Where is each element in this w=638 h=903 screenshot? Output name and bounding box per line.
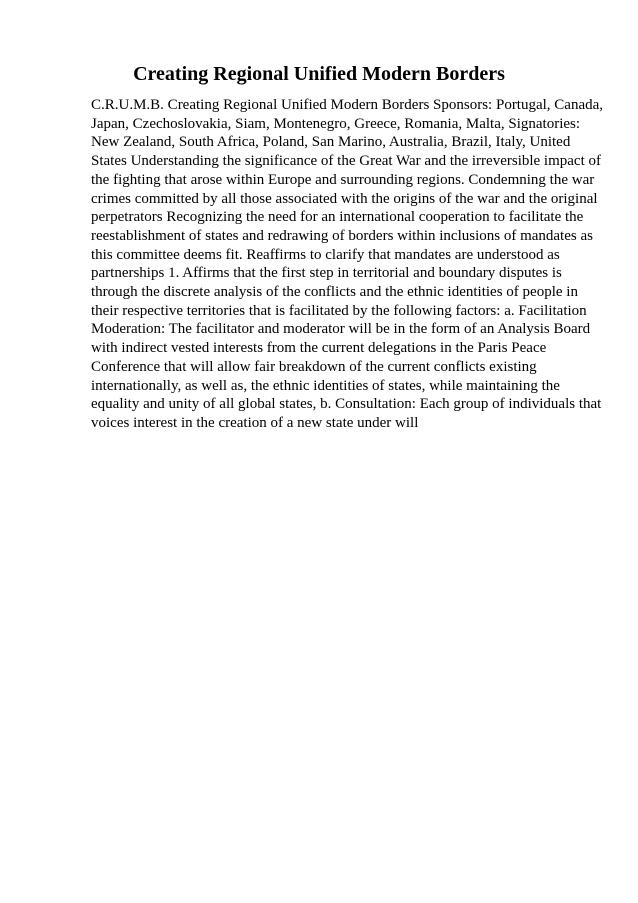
body-line: crimes committed by all those associated with the origins of the war and the original [91,190,598,207]
body-line: New Zealand, South Africa, Poland, San Marino, Australia, Brazil, Italy, United [91,134,571,151]
body-line: Moderation: The facilitator and moderator will be in the form of an Analysis Board [91,321,591,338]
body-line: this committee deems fit. Reaffirms to clarify that mandates are understood as [91,246,560,263]
body-line: their respective territories that is facilitated by the following factors: a. Facilitation [91,302,587,319]
body-line: through the discrete analysis of the conflicts and the ethnic identities of people in [91,284,578,301]
body-line: reestablishment of states and redrawing of borders within inclusions of mandates as [91,227,593,244]
body-line: partnerships 1. Affirms that the first step in territorial and boundary disputes is [91,265,562,282]
body-line: the fighting that arose within Europe and surrounding regions. Condemning the war [91,171,595,188]
body-line: C.R.U.M.B. Creating Regional Unified Modern Borders Sponsors: Portugal, Canada, [91,97,604,113]
body-line: internationally, as well as, the ethnic identities of states, while maintaining the [91,377,560,394]
body-line: States Understanding the significance of the Great War and the irreversible impact of [91,153,601,170]
body-line: perpetrators Recognizing the need for an international cooperation to facilitate the [91,209,584,226]
body-line: with indirect vested interests from the current delegations in the Paris Peace [91,340,547,357]
body-line: voices interest in the creation of a new state under will [91,414,419,431]
document-body [91,96,604,433]
body-line: equality and unity of all global states, b. Consultation: Each group of individuals that [91,396,602,413]
body-line: Japan, Czechoslovakia, Siam, Montenegro, Greece, Romania, Malta, Signatories: [91,115,581,132]
document-title: Creating Regional Unified Modern Borders [133,63,505,85]
body-line: Conference that will allow fair breakdown of the current conflicts existing [91,358,537,375]
